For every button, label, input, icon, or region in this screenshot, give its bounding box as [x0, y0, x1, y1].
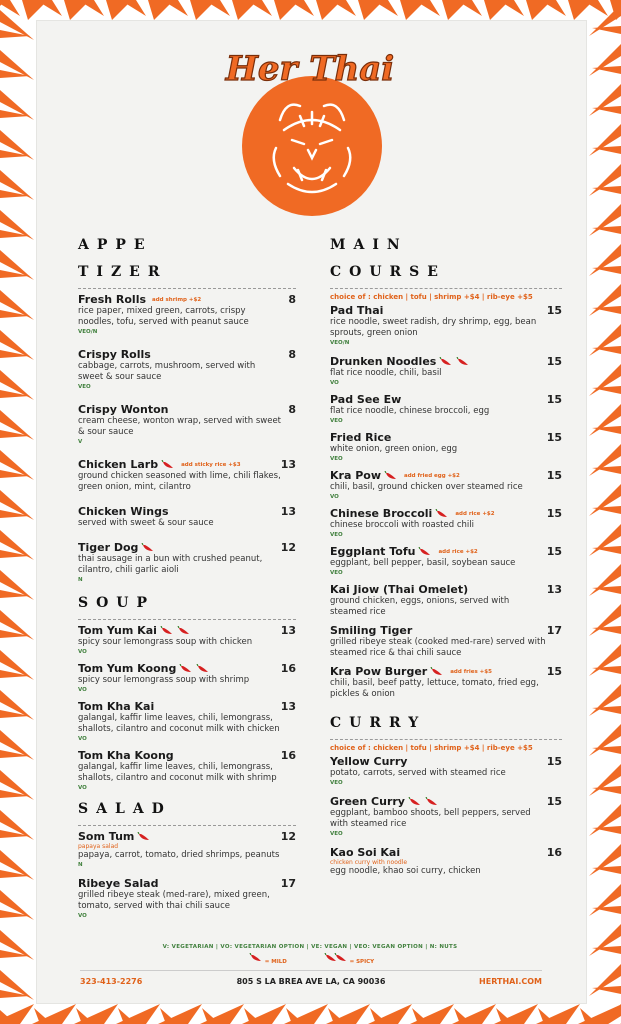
chili-pepper-icon [196, 664, 210, 674]
item-name: Kai Jiow (Thai Omelet) [330, 583, 469, 596]
menu-item-som-tum [78, 830, 296, 869]
menu-item-eggplant-tofu [330, 545, 562, 577]
item-description: eggplant, bamboo shoots, bell peppers, served with steamed rice [330, 808, 531, 829]
soup-title: SOUP [78, 595, 156, 611]
item-name: Tom Kha Kai [78, 700, 155, 713]
website-link[interactable]: HERTHAI.COM [479, 977, 542, 986]
item-description: rice noodle, sweet radish, dry shrimp, egg, bean sprouts, green onion [330, 317, 537, 338]
item-addon: add sticky rice +$3 [181, 461, 241, 468]
item-description: egg noodle, khao soi curry, chicken [330, 866, 481, 876]
item-addon: add shrimp +$2 [152, 296, 202, 303]
item-name: Tom Yum Koong [78, 662, 177, 675]
menu-item-crispy-rolls [78, 348, 296, 391]
item-diet-tag: VEO/N [78, 329, 98, 335]
her-thai-logo [200, 40, 420, 220]
item-description: flat rice noodle, chili, basil [330, 368, 442, 378]
item-price: 16 [280, 749, 296, 762]
item-description: chili, basil, beef patty, lettuce, tomato, fried egg, pickles & onion [330, 678, 539, 699]
item-subtitle: papaya salad [78, 843, 119, 850]
item-price: 15 [546, 507, 562, 520]
item-description: cabbage, carrots, mushroom, served with sweet & sour sauce [78, 361, 256, 382]
menu-item-pad-thai [330, 304, 562, 347]
chili-pepper-icon [249, 953, 263, 963]
item-price: 17 [280, 877, 296, 890]
item-price: 8 [288, 348, 296, 361]
address: 805 S LA BREA AVE LA, CA 90036 [236, 977, 386, 986]
chili-pepper-icon [456, 357, 470, 367]
item-description: potato, carrots, served with steamed rice [330, 768, 506, 778]
item-name: Eggplant Tofu [330, 545, 416, 558]
item-addon: add fries +$5 [450, 668, 492, 675]
item-price: 12 [280, 830, 296, 843]
item-description: grilled ribeye steak (cooked med-rare) served with steamed rice & thai chili sauce [330, 637, 546, 658]
appetizer-title-line1: APPE [78, 237, 153, 253]
item-description: thai sausage in a bun with crushed peanut, cilantro, chili garlic aioli [78, 554, 263, 575]
item-name: Chicken Wings [78, 505, 169, 518]
menu-item-tom-yum-kai [78, 624, 296, 656]
chili-pepper-icon [161, 460, 175, 470]
menu-item-ribeye-salad [78, 877, 296, 920]
menu-item-crispy-wonton [78, 403, 296, 446]
item-name: Tom Yum Kai [78, 624, 157, 637]
menu-item-tom-yum-koong [78, 662, 296, 694]
item-diet-tag: VEO [330, 418, 343, 424]
chili-pepper-icon [425, 797, 439, 807]
main-course-title-line1: MAIN [330, 237, 408, 253]
item-diet-tag: VEO [330, 456, 343, 462]
item-name: Pad See Ew [330, 393, 402, 406]
chili-pepper-icon [418, 547, 432, 557]
item-addon: add fried egg +$2 [403, 472, 460, 479]
item-price: 15 [546, 431, 562, 444]
chili-pepper-icon [179, 664, 193, 674]
section-divider [78, 619, 296, 620]
item-name: Kra Pow Burger [330, 665, 428, 678]
menu-item-tom-kha-kai [78, 700, 296, 743]
item-addon: add rice +$2 [438, 548, 478, 555]
item-description: flat rice noodle, chinese broccoli, egg [330, 406, 490, 416]
item-addon: add rice +$2 [455, 510, 495, 517]
item-diet-tag: V [78, 439, 83, 445]
item-diet-tag: VEO [78, 384, 91, 390]
item-description: rice paper, mixed green, carrots, crispy noodles, tofu, served with peanut sauce [78, 306, 249, 327]
menu-item-kao-soi-kai [330, 846, 562, 877]
item-name: Fried Rice [330, 431, 392, 444]
item-price: 15 [546, 304, 562, 317]
legend-spice [80, 953, 540, 965]
section-divider [330, 739, 562, 740]
menu-item-chicken-wings [78, 505, 296, 529]
item-price: 15 [546, 355, 562, 368]
item-diet-tag: VEO [330, 780, 343, 786]
item-price: 13 [280, 505, 296, 518]
curry-title: CURRY [330, 715, 427, 731]
chili-pepper-icon [160, 626, 174, 636]
item-price: 13 [280, 458, 296, 471]
item-price: 15 [546, 795, 562, 808]
menu-item-tom-kha-koong [78, 749, 296, 792]
item-price: 15 [546, 469, 562, 482]
chili-pepper-icon [435, 509, 449, 519]
item-price: 15 [546, 393, 562, 406]
item-price: 8 [288, 293, 296, 306]
menu-item-pad-see-ew [330, 393, 562, 425]
item-diet-tag: VO [78, 736, 87, 742]
item-price: 13 [280, 624, 296, 637]
item-diet-tag: VO [78, 649, 87, 655]
item-name: Green Curry [330, 795, 405, 808]
left-column [78, 232, 296, 920]
item-name: Yellow Curry [330, 755, 408, 768]
curry-protein-choice: choice of : chicken | tofu | shrimp +$4 | rib-eye +$5 [330, 744, 533, 752]
item-description: chinese broccoli with roasted chili [330, 520, 474, 530]
menu-item-chinese-broccoli [330, 507, 562, 539]
item-diet-tag: VO [330, 494, 339, 500]
chili-pepper-icon [408, 797, 422, 807]
item-price: 17 [546, 624, 562, 637]
item-diet-tag: VO [78, 913, 87, 919]
section-divider [78, 825, 296, 826]
item-diet-tag: VEO [330, 532, 343, 538]
item-diet-tag: VEO/N [330, 340, 350, 346]
dietary-legend [80, 944, 540, 965]
item-diet-tag: VEO [330, 831, 343, 837]
appetizer-title-line2: TIZER [78, 264, 168, 280]
item-price: 13 [546, 583, 562, 596]
item-diet-tag: VO [330, 380, 339, 386]
phone-number[interactable]: 323-413-2276 [80, 977, 143, 986]
menu-item-tiger-dog [78, 541, 296, 584]
item-name: Fresh Rolls [78, 293, 147, 306]
item-name: Drunken Noodles [330, 355, 437, 368]
legend-codes: V: VEGETARIAN | VO: VEGETARIAN OPTION | VE: VEGAN | VEO: VEGAN OPTION | N: NUTS [162, 944, 458, 950]
menu-item-kai-jiow-thai-omelet [330, 583, 562, 618]
chili-pepper-icon [430, 667, 444, 677]
item-description: eggplant, bell pepper, basil, soybean sauce [330, 558, 516, 568]
chili-pepper-icon [384, 471, 398, 481]
item-diet-tag: VO [78, 785, 87, 791]
menu-item-kra-pow-burger [330, 665, 562, 700]
item-description: spicy sour lemongrass soup with chicken [78, 637, 253, 647]
item-name: Tom Kha Koong [78, 749, 174, 762]
main-course-title-line2: COURSE [330, 264, 446, 280]
menu-item-kra-pow [330, 469, 562, 501]
item-name: Smiling Tiger [330, 624, 413, 637]
item-name: Tiger Dog [78, 541, 139, 554]
section-divider [78, 288, 296, 289]
right-column [330, 232, 562, 877]
item-name: Ribeye Salad [78, 877, 159, 890]
item-price: 12 [280, 541, 296, 554]
item-description: galangal, kaffir lime leaves, chili, lemongrass, shallots, cilantro and coconut milk with shrimp [78, 762, 277, 783]
item-subtitle: chicken curry with noodle [330, 859, 408, 866]
item-description: grilled ribeye steak (med-rare), mixed green, tomato, served with thai chili sauce [78, 890, 270, 911]
item-description: ground chicken seasoned with lime, chili flakes, green onion, mint, cilantro [78, 471, 281, 492]
item-description: ground chicken, eggs, onions, served with steamed rice [330, 596, 510, 617]
item-diet-tag: N [78, 577, 83, 583]
chili-pepper-icon [439, 357, 453, 367]
item-description: cream cheese, wonton wrap, served with sweet & sour sauce [78, 416, 282, 437]
item-price: 13 [280, 700, 296, 713]
item-name: Som Tum [78, 830, 135, 843]
chili-pepper-icon [177, 626, 191, 636]
item-description: spicy sour lemongrass soup with shrimp [78, 675, 250, 685]
item-description: papaya, carrot, tomato, dried shrimps, peanuts [78, 850, 280, 860]
item-description: served with sweet & sour sauce [78, 518, 214, 528]
section-divider [330, 288, 562, 289]
item-name: Kao Soi Kai [330, 846, 401, 859]
item-description: chili, basil, ground chicken over steamed rice [330, 482, 523, 492]
chili-pepper-icon [141, 543, 155, 553]
item-price: 15 [546, 665, 562, 678]
item-price: 8 [288, 403, 296, 416]
chili-pepper-icon [334, 953, 348, 963]
item-diet-tag: VO [78, 687, 87, 693]
menu-item-fresh-rolls [78, 293, 296, 336]
item-price: 15 [546, 545, 562, 558]
item-description: galangal, kaffir lime leaves, chili, lemongrass, shallots, cilantro and coconut milk with chicken [78, 713, 280, 734]
menu-item-chicken-larb [78, 458, 296, 493]
item-price: 15 [546, 755, 562, 768]
item-diet-tag: N [78, 862, 83, 868]
legend-spicy-label: = SPICY [349, 959, 375, 965]
menu-item-yellow-curry [330, 755, 562, 787]
footer-divider [80, 970, 542, 971]
item-description: white onion, green onion, egg [330, 444, 458, 454]
menu-item-fried-rice [330, 431, 562, 463]
item-name: Chicken Larb [78, 458, 159, 471]
chili-pepper-icon [137, 832, 151, 842]
legend-mild-label: = MILD [264, 959, 287, 965]
item-name: Crispy Rolls [78, 348, 151, 361]
item-price: 16 [280, 662, 296, 675]
item-price: 16 [546, 846, 562, 859]
item-name: Kra Pow [330, 469, 381, 482]
item-name: Pad Thai [330, 304, 384, 317]
brand-wordmark: Her Thai [225, 49, 395, 89]
salad-title: SALAD [78, 801, 172, 817]
menu-item-drunken-noodles [330, 355, 562, 387]
main-protein-choice: choice of : chicken | tofu | shrimp +$4 | rib-eye +$5 [330, 293, 533, 301]
menu-item-smiling-tiger [330, 624, 562, 659]
item-name: Crispy Wonton [78, 403, 169, 416]
menu-item-green-curry [330, 795, 562, 838]
item-diet-tag: VEO [330, 570, 343, 576]
item-name: Chinese Broccoli [330, 507, 433, 520]
